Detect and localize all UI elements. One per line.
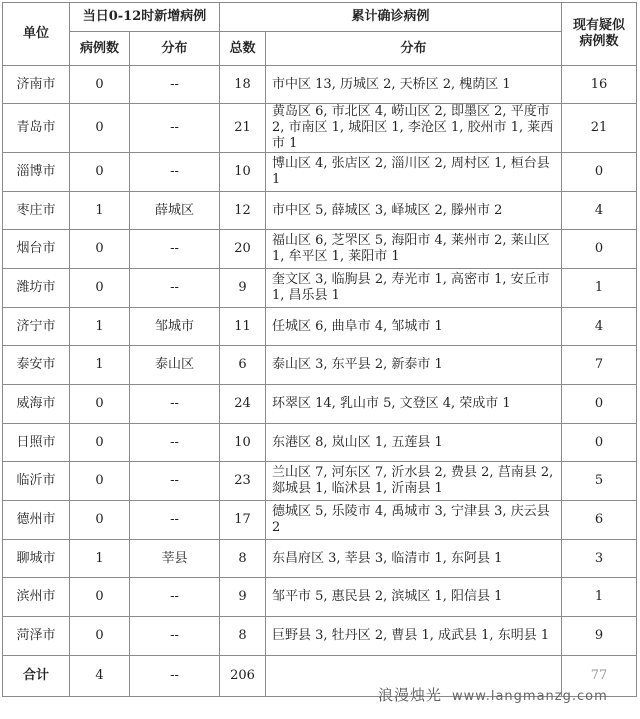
table-row xyxy=(3,308,637,346)
distribution-cell: 德城区 5, 乐陵市 4, 禹城市 3, 宁津县 3, 庆云县 2 xyxy=(266,501,562,540)
total-label-cell: 合计 xyxy=(3,656,70,697)
total-new-distribution-cell: -- xyxy=(130,656,220,697)
city-cell: 威海市 xyxy=(3,385,70,424)
distribution-cell: 博山区 4, 张店区 2, 淄川区 2, 周村区 1, 桓台县 1 xyxy=(266,153,562,192)
suspected-cell: 4 xyxy=(562,308,637,346)
distribution-cell: 福山区 6, 芝罘区 5, 海阳市 4, 莱州市 2, 莱山区 1, 牟平区 1, 莱阳市 1 xyxy=(266,230,562,269)
total-suspected-cell: 77 xyxy=(562,656,637,697)
table-row xyxy=(3,192,637,230)
city-cell: 日照市 xyxy=(3,424,70,462)
new-distribution-cell: 邹城市 xyxy=(130,308,220,346)
new-count-cell: 1 xyxy=(70,346,130,385)
distribution-cell: 任城区 6, 曲阜市 4, 邹城市 1 xyxy=(266,308,562,346)
suspected-cell: 6 xyxy=(562,501,637,540)
total-cell: 12 xyxy=(220,192,266,230)
suspected-cell: 0 xyxy=(562,424,637,462)
distribution-cell: 东港区 8, 岚山区 1, 五莲县 1 xyxy=(266,424,562,462)
new-count-cell: 0 xyxy=(70,617,130,656)
city-cell: 青岛市 xyxy=(3,104,70,153)
table-row xyxy=(3,230,637,269)
city-cell: 烟台市 xyxy=(3,230,70,269)
total-cell: 9 xyxy=(220,578,266,617)
header-suspected-line2: 病例数 xyxy=(579,34,619,49)
header-suspected xyxy=(562,3,637,66)
suspected-cell: 9 xyxy=(562,617,637,656)
city-cell: 菏泽市 xyxy=(3,617,70,656)
new-distribution-cell: -- xyxy=(130,230,220,269)
total-cell: 18 xyxy=(220,66,266,104)
new-count-cell: 1 xyxy=(70,192,130,230)
distribution-cell: 泰山区 3, 东平县 2, 新泰市 1 xyxy=(266,346,562,385)
new-distribution-cell: -- xyxy=(130,578,220,617)
case-table xyxy=(2,2,637,697)
city-cell: 临沂市 xyxy=(3,462,70,501)
new-count-cell: 0 xyxy=(70,153,130,192)
watermark-text: 浪漫烛光 xyxy=(378,686,443,704)
new-distribution-cell: -- xyxy=(130,501,220,540)
new-distribution-cell: -- xyxy=(130,424,220,462)
distribution-cell: 环翠区 14, 乳山市 5, 文登区 4, 荣成市 1 xyxy=(266,385,562,424)
total-cell: 10 xyxy=(220,153,266,192)
watermark-site: www.langmanzg.com xyxy=(452,689,608,704)
city-cell: 淄博市 xyxy=(3,153,70,192)
table-row xyxy=(3,385,637,424)
suspected-cell: 21 xyxy=(562,104,637,153)
total-cell: 8 xyxy=(220,540,266,578)
distribution-cell: 巨野县 3, 牡丹区 2, 曹县 1, 成武县 1, 东明县 1 xyxy=(266,617,562,656)
total-cell: 6 xyxy=(220,346,266,385)
new-distribution-cell: 莘县 xyxy=(130,540,220,578)
header-total: 总数 xyxy=(220,32,266,66)
grand-total-cell: 206 xyxy=(220,656,266,697)
new-distribution-cell: -- xyxy=(130,617,220,656)
table-row xyxy=(3,462,637,501)
table-row xyxy=(3,617,637,656)
suspected-cell: 7 xyxy=(562,346,637,385)
header-cumulative: 累计确诊病例 xyxy=(220,3,562,32)
table-row xyxy=(3,424,637,462)
header-suspected-line1: 现有疑似 xyxy=(573,18,626,33)
city-cell: 泰安市 xyxy=(3,346,70,385)
new-distribution-cell: -- xyxy=(130,153,220,192)
total-cell: 9 xyxy=(220,269,266,308)
new-count-cell: 1 xyxy=(70,540,130,578)
total-cell: 10 xyxy=(220,424,266,462)
new-count-cell: 0 xyxy=(70,578,130,617)
header-cum-distribution: 分布 xyxy=(266,32,562,66)
distribution-cell: 市中区 13, 历城区 2, 天桥区 2, 槐荫区 1 xyxy=(266,66,562,104)
new-count-cell: 0 xyxy=(70,104,130,153)
new-count-cell: 0 xyxy=(70,66,130,104)
city-cell: 德州市 xyxy=(3,501,70,540)
header-unit: 单位 xyxy=(3,3,70,66)
total-new-count-cell: 4 xyxy=(70,656,130,697)
distribution-cell: 市中区 5, 薛城区 3, 峄城区 2, 滕州市 2 xyxy=(266,192,562,230)
city-cell: 枣庄市 xyxy=(3,192,70,230)
new-count-cell: 0 xyxy=(70,269,130,308)
new-distribution-cell: 泰山区 xyxy=(130,346,220,385)
header-new-count: 病例数 xyxy=(70,32,130,66)
new-count-cell: 0 xyxy=(70,501,130,540)
suspected-cell: 3 xyxy=(562,540,637,578)
new-distribution-cell: -- xyxy=(130,462,220,501)
distribution-cell: 东昌府区 3, 莘县 3, 临清市 1, 东阿县 1 xyxy=(266,540,562,578)
suspected-cell: 1 xyxy=(562,578,637,617)
total-cell: 20 xyxy=(220,230,266,269)
watermark xyxy=(378,684,608,705)
table-row xyxy=(3,153,637,192)
distribution-cell: 邹平市 5, 惠民县 2, 滨城区 1, 阳信县 1 xyxy=(266,578,562,617)
city-cell: 潍坊市 xyxy=(3,269,70,308)
city-cell: 聊城市 xyxy=(3,540,70,578)
new-count-cell: 0 xyxy=(70,230,130,269)
distribution-cell: 黄岛区 6, 市北区 4, 崂山区 2, 即墨区 2, 平度市 2, 市南区 1, 城阳区 1, 李沧区 1, 胶州市 1, 莱西市 1 xyxy=(266,104,562,153)
new-distribution-cell: -- xyxy=(130,104,220,153)
new-count-cell: 0 xyxy=(70,462,130,501)
header-new-distribution: 分布 xyxy=(130,32,220,66)
city-cell: 济宁市 xyxy=(3,308,70,346)
table-row xyxy=(3,269,637,308)
new-distribution-cell: -- xyxy=(130,385,220,424)
total-cell: 21 xyxy=(220,104,266,153)
new-distribution-cell: -- xyxy=(130,66,220,104)
suspected-cell: 4 xyxy=(562,192,637,230)
table-row xyxy=(3,501,637,540)
suspected-cell: 1 xyxy=(562,269,637,308)
total-cell: 17 xyxy=(220,501,266,540)
city-cell: 济南市 xyxy=(3,66,70,104)
table-row xyxy=(3,578,637,617)
suspected-cell: 0 xyxy=(562,230,637,269)
suspected-cell: 0 xyxy=(562,385,637,424)
suspected-cell: 16 xyxy=(562,66,637,104)
distribution-cell: 奎文区 3, 临朐县 2, 寿光市 1, 高密市 1, 安丘市 1, 昌乐县 1 xyxy=(266,269,562,308)
city-cell: 滨州市 xyxy=(3,578,70,617)
new-distribution-cell: 薛城区 xyxy=(130,192,220,230)
new-count-cell: 0 xyxy=(70,385,130,424)
distribution-cell: 兰山区 7, 河东区 7, 沂水县 2, 费县 2, 莒南县 2, 郯城县 1, 临沭县 1, 沂南县 1 xyxy=(266,462,562,501)
table-row xyxy=(3,540,637,578)
suspected-cell: 5 xyxy=(562,462,637,501)
total-cell: 24 xyxy=(220,385,266,424)
new-distribution-cell: -- xyxy=(130,269,220,308)
table-row xyxy=(3,346,637,385)
suspected-cell: 0 xyxy=(562,153,637,192)
total-cell: 23 xyxy=(220,462,266,501)
header-new-cases: 当日0-12时新增病例 xyxy=(70,3,220,32)
new-count-cell: 0 xyxy=(70,424,130,462)
table-row xyxy=(3,104,637,153)
total-cell: 11 xyxy=(220,308,266,346)
new-count-cell: 1 xyxy=(70,308,130,346)
total-cell: 8 xyxy=(220,617,266,656)
table-row xyxy=(3,66,637,104)
